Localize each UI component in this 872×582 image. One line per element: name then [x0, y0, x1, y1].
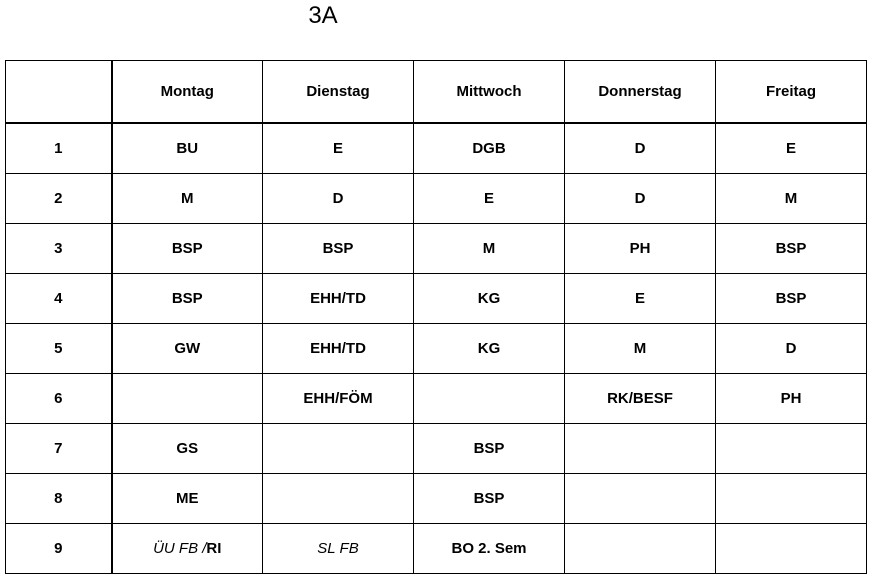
lesson-cell: KG: [414, 274, 565, 324]
table-row: [6, 524, 867, 574]
lesson-cell: [565, 474, 716, 524]
lesson-cell: BSP: [716, 224, 867, 274]
lesson-cell: BSP: [263, 224, 414, 274]
corner-cell: [6, 61, 112, 124]
lesson-cell: M: [565, 324, 716, 374]
period-number: 1: [6, 123, 112, 174]
lesson-cell: PH: [716, 374, 867, 424]
lesson-cell: [716, 474, 867, 524]
period-number: 2: [6, 174, 112, 224]
page-title: 3A: [308, 2, 338, 29]
lesson-italic-part: SL FB: [317, 540, 359, 557]
period-number: 5: [6, 324, 112, 374]
lesson-cell: EHH/TD: [263, 324, 414, 374]
lesson-italic-part: ÜU FB: [153, 540, 199, 557]
lesson-cell: M: [716, 174, 867, 224]
lesson-cell: GS: [112, 424, 263, 474]
table-row: [6, 374, 867, 424]
table-row: [6, 274, 867, 324]
lesson-cell: [716, 424, 867, 474]
lesson-cell: BSP: [414, 474, 565, 524]
period-number: 4: [6, 274, 112, 324]
timetable: [5, 60, 867, 574]
lesson-cell: D: [716, 324, 867, 374]
lesson-cell: BSP: [112, 224, 263, 274]
lesson-cell: D: [565, 174, 716, 224]
lesson-cell: DGB: [414, 123, 565, 174]
lesson-cell: M: [414, 224, 565, 274]
lesson-cell: E: [716, 123, 867, 174]
period-number: 3: [6, 224, 112, 274]
lesson-cell: BSP: [112, 274, 263, 324]
lesson-cell: EHH/TD: [263, 274, 414, 324]
lesson-cell: RK/BESF: [565, 374, 716, 424]
lesson-cell-italic: [263, 524, 414, 574]
lesson-cell: [414, 374, 565, 424]
lesson-bold-part: RI: [206, 540, 222, 557]
lesson-cell: KG: [414, 324, 565, 374]
table-row: [6, 474, 867, 524]
lesson-cell: BSP: [414, 424, 565, 474]
day-header-freitag: Freitag: [716, 61, 867, 124]
lesson-cell-mixed: [112, 524, 263, 574]
lesson-cell: BU: [112, 123, 263, 174]
lesson-cell: BO 2. Sem: [414, 524, 565, 574]
lesson-cell: PH: [565, 224, 716, 274]
lesson-cell: [565, 424, 716, 474]
table-row: [6, 424, 867, 474]
period-number: 7: [6, 424, 112, 474]
lesson-cell: [112, 374, 263, 424]
lesson-cell: [263, 474, 414, 524]
lesson-cell: E: [263, 123, 414, 174]
day-header-montag: Montag: [112, 61, 263, 124]
lesson-cell: E: [565, 274, 716, 324]
period-number: 8: [6, 474, 112, 524]
day-header-mittwoch: Mittwoch: [414, 61, 565, 124]
lesson-cell: D: [565, 123, 716, 174]
table-row: [6, 174, 867, 224]
lesson-cell: [716, 524, 867, 574]
lesson-cell: [565, 524, 716, 574]
lesson-cell: M: [112, 174, 263, 224]
lesson-cell: [263, 424, 414, 474]
table-row: [6, 324, 867, 374]
lesson-cell: EHH/FÖM: [263, 374, 414, 424]
lesson-cell: D: [263, 174, 414, 224]
table-row: [6, 123, 867, 174]
table-row: [6, 224, 867, 274]
header-row: [6, 61, 867, 124]
lesson-cell: BSP: [716, 274, 867, 324]
lesson-cell: E: [414, 174, 565, 224]
period-number: 9: [6, 524, 112, 574]
period-number: 6: [6, 374, 112, 424]
day-header-dienstag: Dienstag: [263, 61, 414, 124]
lesson-cell: GW: [112, 324, 263, 374]
lesson-cell: ME: [112, 474, 263, 524]
day-header-donnerstag: Donnerstag: [565, 61, 716, 124]
lesson-separator: /: [202, 540, 207, 557]
